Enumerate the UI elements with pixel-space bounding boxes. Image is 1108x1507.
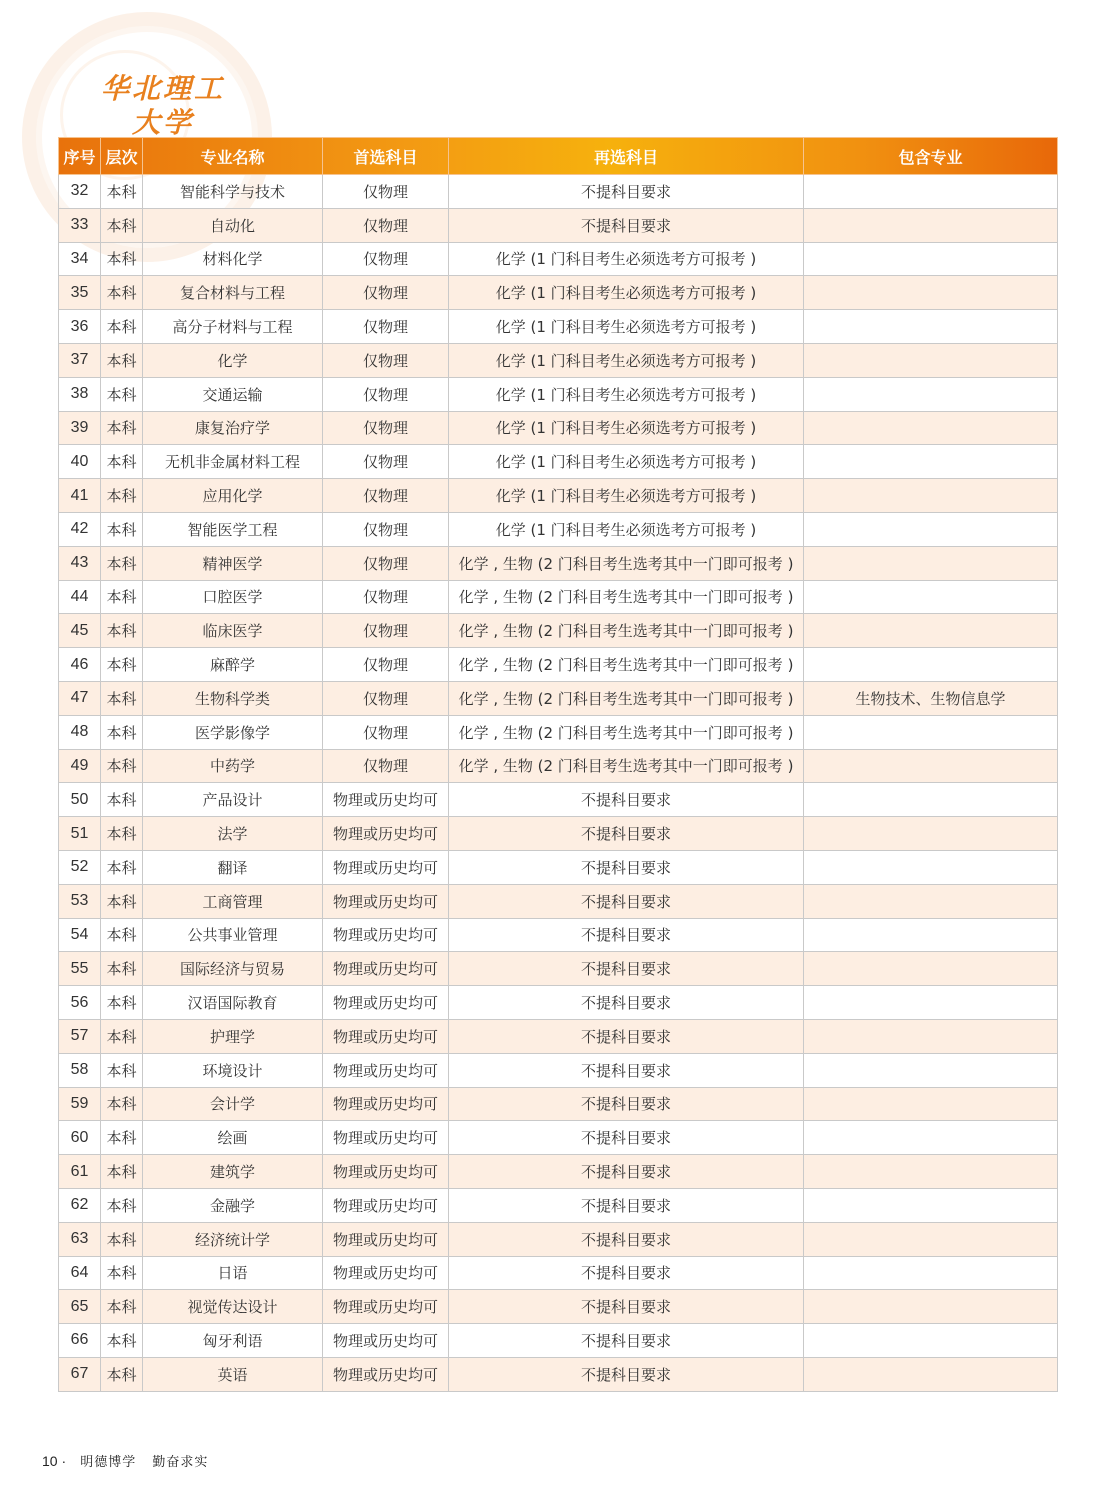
cell-first-subject: 仅物理 xyxy=(323,343,449,377)
cell-included-majors: 生物技术、生物信息学 xyxy=(804,681,1058,715)
cell-second-subject: 不提科目要求 xyxy=(449,1053,804,1087)
cell-major-name: 匈牙利语 xyxy=(143,1324,323,1358)
cell-included-majors xyxy=(804,1019,1058,1053)
cell-second-subject: 不提科目要求 xyxy=(449,1155,804,1189)
table-body xyxy=(59,175,1058,1392)
cell-included-majors xyxy=(804,952,1058,986)
cell-first-subject: 仅物理 xyxy=(323,377,449,411)
table-row xyxy=(59,1222,1058,1256)
table-row xyxy=(59,648,1058,682)
cell-included-majors xyxy=(804,783,1058,817)
cell-first-subject: 仅物理 xyxy=(323,681,449,715)
table-row xyxy=(59,1357,1058,1391)
cell-included-majors xyxy=(804,1222,1058,1256)
cell-level: 本科 xyxy=(101,817,143,851)
cell-major-name: 汉语国际教育 xyxy=(143,986,323,1020)
cell-number: 57 xyxy=(59,1019,101,1053)
table-row xyxy=(59,1053,1058,1087)
cell-included-majors xyxy=(804,512,1058,546)
cell-first-subject: 物理或历史均可 xyxy=(323,850,449,884)
table-row xyxy=(59,1087,1058,1121)
cell-first-subject: 仅物理 xyxy=(323,242,449,276)
cell-level: 本科 xyxy=(101,310,143,344)
table-row xyxy=(59,850,1058,884)
table-row xyxy=(59,1155,1058,1189)
cell-level: 本科 xyxy=(101,648,143,682)
cell-level: 本科 xyxy=(101,783,143,817)
cell-included-majors xyxy=(804,1053,1058,1087)
cell-level: 本科 xyxy=(101,512,143,546)
cell-major-name: 英语 xyxy=(143,1357,323,1391)
cell-first-subject: 仅物理 xyxy=(323,276,449,310)
cell-included-majors xyxy=(804,310,1058,344)
cell-level: 本科 xyxy=(101,445,143,479)
cell-major-name: 环境设计 xyxy=(143,1053,323,1087)
cell-level: 本科 xyxy=(101,1357,143,1391)
cell-first-subject: 物理或历史均可 xyxy=(323,918,449,952)
cell-level: 本科 xyxy=(101,1155,143,1189)
logo-chinese-name: 华北理工大学 xyxy=(100,72,225,139)
table-row xyxy=(59,411,1058,445)
cell-included-majors xyxy=(804,817,1058,851)
column-header-number: 序号 xyxy=(59,138,101,175)
cell-included-majors xyxy=(804,850,1058,884)
cell-first-subject: 物理或历史均可 xyxy=(323,1121,449,1155)
table-header-row xyxy=(59,138,1058,175)
cell-level: 本科 xyxy=(101,242,143,276)
cell-number: 35 xyxy=(59,276,101,310)
cell-level: 本科 xyxy=(101,749,143,783)
table-row xyxy=(59,681,1058,715)
column-header-included-majors: 包含专业 xyxy=(804,138,1058,175)
cell-major-name: 会计学 xyxy=(143,1087,323,1121)
cell-second-subject: 不提科目要求 xyxy=(449,1357,804,1391)
cell-second-subject: 不提科目要求 xyxy=(449,1222,804,1256)
cell-first-subject: 物理或历史均可 xyxy=(323,1053,449,1087)
cell-second-subject: 化学 (1 门科目考生必须选考方可报考 ) xyxy=(449,242,804,276)
column-header-first-subject: 首选科目 xyxy=(323,138,449,175)
cell-major-name: 交通运输 xyxy=(143,377,323,411)
cell-first-subject: 物理或历史均可 xyxy=(323,1256,449,1290)
cell-included-majors xyxy=(804,1256,1058,1290)
cell-major-name: 口腔医学 xyxy=(143,580,323,614)
cell-major-name: 国际经济与贸易 xyxy=(143,952,323,986)
cell-level: 本科 xyxy=(101,208,143,242)
cell-included-majors xyxy=(804,986,1058,1020)
cell-included-majors xyxy=(804,918,1058,952)
cell-first-subject: 仅物理 xyxy=(323,411,449,445)
cell-second-subject: 不提科目要求 xyxy=(449,1290,804,1324)
cell-level: 本科 xyxy=(101,1256,143,1290)
cell-first-subject: 物理或历史均可 xyxy=(323,1087,449,1121)
cell-number: 60 xyxy=(59,1121,101,1155)
cell-first-subject: 仅物理 xyxy=(323,479,449,513)
cell-second-subject: 不提科目要求 xyxy=(449,208,804,242)
column-header-second-subject: 再选科目 xyxy=(449,138,804,175)
cell-major-name: 化学 xyxy=(143,343,323,377)
cell-level: 本科 xyxy=(101,276,143,310)
cell-included-majors xyxy=(804,546,1058,580)
cell-level: 本科 xyxy=(101,1290,143,1324)
cell-second-subject: 不提科目要求 xyxy=(449,986,804,1020)
table-row xyxy=(59,1324,1058,1358)
cell-included-majors xyxy=(804,1324,1058,1358)
cell-number: 50 xyxy=(59,783,101,817)
table-row xyxy=(59,546,1058,580)
cell-major-name: 自动化 xyxy=(143,208,323,242)
cell-included-majors xyxy=(804,479,1058,513)
cell-number: 53 xyxy=(59,884,101,918)
cell-first-subject: 仅物理 xyxy=(323,175,449,209)
cell-major-name: 麻醉学 xyxy=(143,648,323,682)
cell-level: 本科 xyxy=(101,1053,143,1087)
table-row xyxy=(59,1188,1058,1222)
cell-included-majors xyxy=(804,242,1058,276)
cell-level: 本科 xyxy=(101,1222,143,1256)
cell-first-subject: 物理或历史均可 xyxy=(323,1290,449,1324)
cell-included-majors xyxy=(804,1155,1058,1189)
cell-second-subject: 化学 , 生物 (2 门科目考生选考其中一门即可报考 ) xyxy=(449,715,804,749)
cell-major-name: 法学 xyxy=(143,817,323,851)
cell-level: 本科 xyxy=(101,479,143,513)
cell-first-subject: 物理或历史均可 xyxy=(323,952,449,986)
table-row xyxy=(59,1256,1058,1290)
motto-second: 勤奋求实 xyxy=(152,1455,209,1470)
cell-number: 34 xyxy=(59,242,101,276)
cell-first-subject: 物理或历史均可 xyxy=(323,1357,449,1391)
cell-second-subject: 化学 , 生物 (2 门科目考生选考其中一门即可报考 ) xyxy=(449,614,804,648)
cell-level: 本科 xyxy=(101,580,143,614)
cell-first-subject: 仅物理 xyxy=(323,310,449,344)
cell-level: 本科 xyxy=(101,1121,143,1155)
cell-major-name: 智能医学工程 xyxy=(143,512,323,546)
cell-second-subject: 不提科目要求 xyxy=(449,783,804,817)
cell-major-name: 建筑学 xyxy=(143,1155,323,1189)
cell-number: 49 xyxy=(59,749,101,783)
cell-second-subject: 化学 , 生物 (2 门科目考生选考其中一门即可报考 ) xyxy=(449,546,804,580)
cell-major-name: 材料化学 xyxy=(143,242,323,276)
cell-second-subject: 不提科目要求 xyxy=(449,884,804,918)
cell-number: 46 xyxy=(59,648,101,682)
cell-first-subject: 物理或历史均可 xyxy=(323,1188,449,1222)
cell-level: 本科 xyxy=(101,986,143,1020)
table-row xyxy=(59,512,1058,546)
cell-second-subject: 不提科目要求 xyxy=(449,1188,804,1222)
cell-level: 本科 xyxy=(101,1324,143,1358)
cell-first-subject: 物理或历史均可 xyxy=(323,1324,449,1358)
table-row xyxy=(59,377,1058,411)
table-row xyxy=(59,783,1058,817)
cell-second-subject: 不提科目要求 xyxy=(449,1087,804,1121)
cell-included-majors xyxy=(804,1188,1058,1222)
cell-major-name: 视觉传达设计 xyxy=(143,1290,323,1324)
cell-major-name: 无机非金属材料工程 xyxy=(143,445,323,479)
table-row xyxy=(59,749,1058,783)
cell-number: 61 xyxy=(59,1155,101,1189)
cell-second-subject: 化学 (1 门科目考生必须选考方可报考 ) xyxy=(449,310,804,344)
cell-number: 37 xyxy=(59,343,101,377)
cell-second-subject: 不提科目要求 xyxy=(449,850,804,884)
cell-number: 67 xyxy=(59,1357,101,1391)
cell-included-majors xyxy=(804,884,1058,918)
cell-level: 本科 xyxy=(101,411,143,445)
cell-number: 64 xyxy=(59,1256,101,1290)
table-row xyxy=(59,276,1058,310)
cell-number: 43 xyxy=(59,546,101,580)
cell-second-subject: 不提科目要求 xyxy=(449,817,804,851)
cell-number: 62 xyxy=(59,1188,101,1222)
cell-included-majors xyxy=(804,1290,1058,1324)
page-number: 10 · xyxy=(42,1453,67,1469)
cell-number: 47 xyxy=(59,681,101,715)
cell-included-majors xyxy=(804,749,1058,783)
cell-included-majors xyxy=(804,276,1058,310)
cell-number: 32 xyxy=(59,175,101,209)
cell-major-name: 医学影像学 xyxy=(143,715,323,749)
cell-major-name: 绘画 xyxy=(143,1121,323,1155)
table-row xyxy=(59,884,1058,918)
table-row xyxy=(59,580,1058,614)
table-row xyxy=(59,310,1058,344)
cell-level: 本科 xyxy=(101,1019,143,1053)
cell-first-subject: 仅物理 xyxy=(323,208,449,242)
cell-number: 54 xyxy=(59,918,101,952)
table-row xyxy=(59,242,1058,276)
cell-number: 63 xyxy=(59,1222,101,1256)
cell-number: 38 xyxy=(59,377,101,411)
motto-first: 明德博学 xyxy=(80,1455,137,1470)
table-row xyxy=(59,175,1058,209)
cell-second-subject: 不提科目要求 xyxy=(449,918,804,952)
cell-major-name: 中药学 xyxy=(143,749,323,783)
table-row xyxy=(59,1121,1058,1155)
cell-number: 51 xyxy=(59,817,101,851)
cell-major-name: 经济统计学 xyxy=(143,1222,323,1256)
cell-level: 本科 xyxy=(101,681,143,715)
cell-included-majors xyxy=(804,208,1058,242)
cell-first-subject: 物理或历史均可 xyxy=(323,986,449,1020)
cell-major-name: 翻译 xyxy=(143,850,323,884)
table-row xyxy=(59,918,1058,952)
cell-number: 40 xyxy=(59,445,101,479)
cell-number: 48 xyxy=(59,715,101,749)
table-row xyxy=(59,986,1058,1020)
cell-first-subject: 仅物理 xyxy=(323,546,449,580)
column-header-major: 专业名称 xyxy=(143,138,323,175)
cell-included-majors xyxy=(804,343,1058,377)
cell-first-subject: 物理或历史均可 xyxy=(323,1155,449,1189)
table-row xyxy=(59,479,1058,513)
cell-major-name: 金融学 xyxy=(143,1188,323,1222)
cell-first-subject: 物理或历史均可 xyxy=(323,1019,449,1053)
cell-second-subject: 化学 , 生物 (2 门科目考生选考其中一门即可报考 ) xyxy=(449,580,804,614)
cell-major-name: 康复治疗学 xyxy=(143,411,323,445)
cell-major-name: 高分子材料与工程 xyxy=(143,310,323,344)
cell-major-name: 临床医学 xyxy=(143,614,323,648)
cell-major-name: 生物科学类 xyxy=(143,681,323,715)
cell-number: 45 xyxy=(59,614,101,648)
cell-first-subject: 仅物理 xyxy=(323,715,449,749)
cell-number: 33 xyxy=(59,208,101,242)
cell-first-subject: 物理或历史均可 xyxy=(323,884,449,918)
cell-second-subject: 化学 , 生物 (2 门科目考生选考其中一门即可报考 ) xyxy=(449,749,804,783)
cell-included-majors xyxy=(804,1087,1058,1121)
cell-second-subject: 化学 (1 门科目考生必须选考方可报考 ) xyxy=(449,377,804,411)
cell-number: 56 xyxy=(59,986,101,1020)
cell-number: 42 xyxy=(59,512,101,546)
table-row xyxy=(59,343,1058,377)
table-row xyxy=(59,952,1058,986)
cell-second-subject: 化学 , 生物 (2 门科目考生选考其中一门即可报考 ) xyxy=(449,681,804,715)
cell-major-name: 精神医学 xyxy=(143,546,323,580)
cell-second-subject: 不提科目要求 xyxy=(449,1019,804,1053)
table-row xyxy=(59,208,1058,242)
cell-second-subject: 化学 (1 门科目考生必须选考方可报考 ) xyxy=(449,411,804,445)
cell-second-subject: 化学 (1 门科目考生必须选考方可报考 ) xyxy=(449,276,804,310)
cell-second-subject: 化学 (1 门科目考生必须选考方可报考 ) xyxy=(449,445,804,479)
cell-major-name: 复合材料与工程 xyxy=(143,276,323,310)
cell-level: 本科 xyxy=(101,343,143,377)
cell-included-majors xyxy=(804,614,1058,648)
cell-level: 本科 xyxy=(101,1188,143,1222)
cell-level: 本科 xyxy=(101,715,143,749)
cell-number: 44 xyxy=(59,580,101,614)
table-row xyxy=(59,1019,1058,1053)
cell-number: 55 xyxy=(59,952,101,986)
cell-included-majors xyxy=(804,648,1058,682)
cell-second-subject: 不提科目要求 xyxy=(449,952,804,986)
cell-first-subject: 仅物理 xyxy=(323,648,449,682)
cell-major-name: 护理学 xyxy=(143,1019,323,1053)
cell-second-subject: 化学 , 生物 (2 门科目考生选考其中一门即可报考 ) xyxy=(449,648,804,682)
cell-second-subject: 化学 (1 门科目考生必须选考方可报考 ) xyxy=(449,343,804,377)
cell-included-majors xyxy=(804,1121,1058,1155)
table-row xyxy=(59,715,1058,749)
cell-second-subject: 不提科目要求 xyxy=(449,1121,804,1155)
cell-major-name: 工商管理 xyxy=(143,884,323,918)
column-header-level: 层次 xyxy=(101,138,143,175)
cell-level: 本科 xyxy=(101,884,143,918)
cell-included-majors xyxy=(804,445,1058,479)
cell-included-majors xyxy=(804,377,1058,411)
cell-first-subject: 仅物理 xyxy=(323,445,449,479)
cell-first-subject: 物理或历史均可 xyxy=(323,783,449,817)
cell-first-subject: 物理或历史均可 xyxy=(323,1222,449,1256)
cell-number: 65 xyxy=(59,1290,101,1324)
cell-major-name: 产品设计 xyxy=(143,783,323,817)
cell-major-name: 公共事业管理 xyxy=(143,918,323,952)
cell-level: 本科 xyxy=(101,377,143,411)
cell-first-subject: 仅物理 xyxy=(323,614,449,648)
cell-included-majors xyxy=(804,175,1058,209)
cell-second-subject: 不提科目要求 xyxy=(449,1324,804,1358)
cell-number: 59 xyxy=(59,1087,101,1121)
cell-first-subject: 仅物理 xyxy=(323,580,449,614)
cell-number: 41 xyxy=(59,479,101,513)
cell-level: 本科 xyxy=(101,918,143,952)
cell-included-majors xyxy=(804,580,1058,614)
cell-level: 本科 xyxy=(101,952,143,986)
table-row xyxy=(59,817,1058,851)
table-row xyxy=(59,614,1058,648)
cell-major-name: 智能科学与技术 xyxy=(143,175,323,209)
cell-number: 66 xyxy=(59,1324,101,1358)
cell-second-subject: 化学 (1 门科目考生必须选考方可报考 ) xyxy=(449,512,804,546)
cell-number: 52 xyxy=(59,850,101,884)
cell-included-majors xyxy=(804,715,1058,749)
cell-included-majors xyxy=(804,411,1058,445)
cell-first-subject: 仅物理 xyxy=(323,512,449,546)
cell-number: 58 xyxy=(59,1053,101,1087)
cell-second-subject: 不提科目要求 xyxy=(449,175,804,209)
logo-english-name: NORTH CHINA UNIVERSITY OF SCIENCE AND TECHNOLOGY xyxy=(88,142,245,148)
cell-included-majors xyxy=(804,1357,1058,1391)
cell-major-name: 日语 xyxy=(143,1256,323,1290)
cell-level: 本科 xyxy=(101,1087,143,1121)
cell-level: 本科 xyxy=(101,850,143,884)
cell-first-subject: 物理或历史均可 xyxy=(323,817,449,851)
majors-subject-requirements-table xyxy=(58,137,1058,1392)
cell-second-subject: 不提科目要求 xyxy=(449,1256,804,1290)
cell-number: 39 xyxy=(59,411,101,445)
cell-level: 本科 xyxy=(101,175,143,209)
table-row xyxy=(59,445,1058,479)
cell-level: 本科 xyxy=(101,546,143,580)
table-row xyxy=(59,1290,1058,1324)
cell-first-subject: 仅物理 xyxy=(323,749,449,783)
cell-level: 本科 xyxy=(101,614,143,648)
cell-major-name: 应用化学 xyxy=(143,479,323,513)
cell-second-subject: 化学 (1 门科目考生必须选考方可报考 ) xyxy=(449,479,804,513)
page-footer xyxy=(42,1451,208,1470)
cell-number: 36 xyxy=(59,310,101,344)
